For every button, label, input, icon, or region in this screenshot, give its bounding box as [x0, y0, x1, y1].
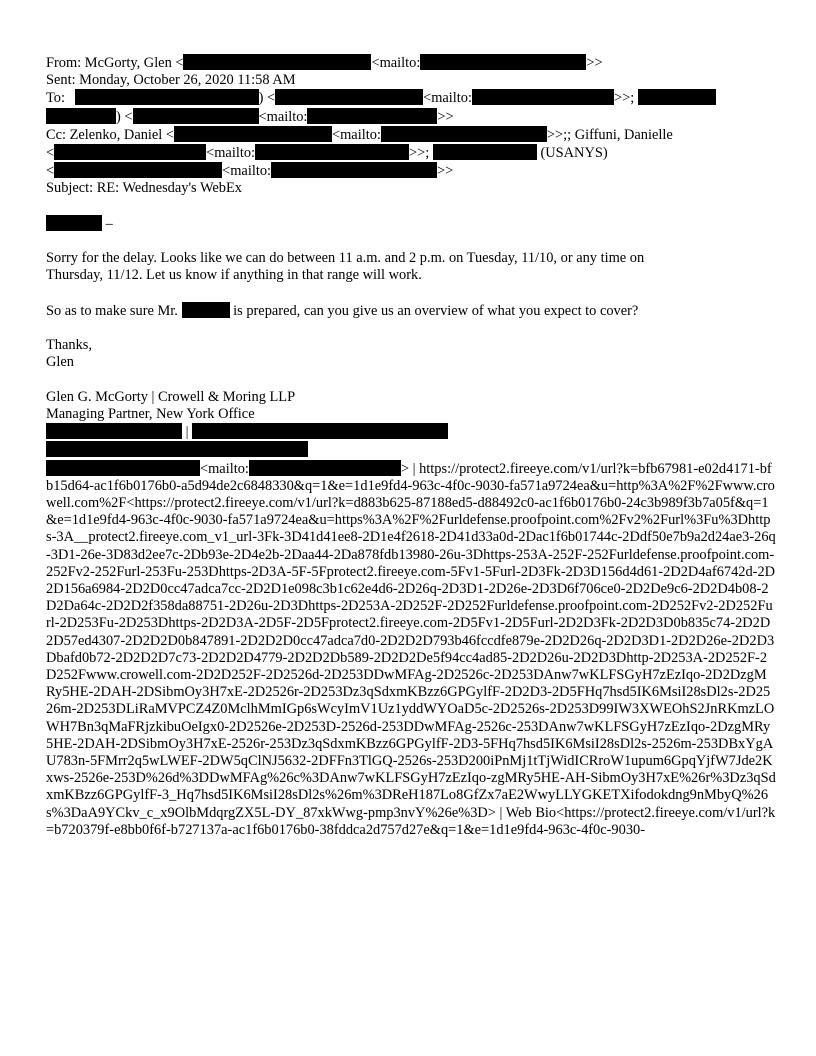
- cc-label: Cc: Zelenko, Daniel <: [46, 126, 174, 143]
- paragraph-1: Sorry for the delay. Looks like we can do between 11 a.m. and 2 p.m. on Tuesday, 11/10, or any time on: [46, 250, 645, 267]
- redaction: [46, 423, 182, 439]
- mailto-label: <mailto:: [206, 145, 256, 162]
- mailto-label: <mailto:: [371, 55, 421, 71]
- redaction: [46, 460, 200, 476]
- redaction: [46, 441, 308, 457]
- mailto-close: >>: [437, 163, 454, 180]
- close-semicolon: >>;: [546, 126, 568, 143]
- from-label: From: McGorty, Glen <: [46, 55, 184, 71]
- signature-line-4: [46, 441, 776, 459]
- paragraph-1b: Thursday, 11/12. Let us know if anything in that range will work.: [46, 267, 422, 284]
- url-link-block[interactable]: https://protect2.fireeye.com/v1/url?k=bfb67981-e02d4171-bfb15d64-ac1f6b0176b0-a5d94de2c6848330&q=1&e=1d1e9fd4-963c-4f0c-9030-fa571a9724ea&u=http%3A%2F%2Fwww.crowell.com%2F<https://protect2.fireeye.com/v1/url?k=d883b625-87188ed5-d88492c0-ac1f6b0176b0-24c3b989f3b7a05f&q=1&e=1d1e9fd4-963c-4f0c-9030-fa571a9724ea&u=https%3A%2F%2Furldefense.proofpoint.com%2Fv2%2Furl%3Fu%3Dhttps-3A__protect2.fireeye.com_v1_url-3Fk-3D41d41ee8-2D1e4f2618-2D41d33a0d-2Dac1f6b01744c-2Ddf50e7b9a2d24ae3-26q-3D1-26e-3D83d2ee7c-2Db93e-2D4e2b-2Daa44-2Da878fdb13980-26u-3Dhttps-253A-252F-252Furldefense.proofpoint.com-252Fv2-252Furl-253Fu-253Dhttps-2D3A-5F-5Fprotect2.fireeye.com-5Fv1-5Furl-2D3Fk-2D3D156d4d61-2D2D4af6742d-2D2D156a6984-2D2D0cc47adca7cc-2D2D1e098c3b1c62e4d6-2D26q-2D3D1-2D26e-2D3D6f706ce0-2D2De9c6-2D2D4b08-2D2Da64c-2D2D2f358da88751-2D26u-2D3Dhttps-2D253A-2D252F-2D252Furldefense.proofpoint.com-2D252Fv2-2D252Furl-2D253Fu-2D253Dhttps-2D2D3A-2D5F-2D5Fprotect2.fireeye.com-2D5Fv1-2D5Furl-2D2D3Fk-2D2D3D0b835c74-2D2D2D57ed4307-2D2D2D0b847891-2D2D2D0cc47adca7d0-2D2D2D793b46fccdfe879e-2D2D26q-2D2D3D1-2D2D26e-2D2D3Dbafd0b72-2D2D2D7c73-2D2D2D4779-2D2D2Db589-2D2D2De5f94cc4ad85-2D2D26u-2D2D3Dhttp-2D253A-2D252F-2D252Fwww.crowell.com-2D2D252F-2D2526d-2D253DDwMFAg-2D2526c-2D253DAnw7wKLFSGyH7zEzIqo-2D2DzgMRy5HE-2DAH-2DSibmOy3H7xE-2D2526r-2D253Dz3qSdxmKBzz6GPGylfF-2D2D3-2D5FHq7hsd5IK6MsiI28sDl2s-2D2526m-2D253DLiRaMVPCZ4Z0MclhMmIGp6sWcyImV1Uz1yddWYOaD5c-2D2526s-2D253D99IW3XWEOhS2JnRKmzLOWH7Bn3qMaFRjzkibuOeIgx0-2D2526e-2D253D-2526d-253DDwMFAg-2526c-253DAnw7wKLFSGyH7zEzIqo-2DzgMRy5HE-2DAH-2DSibmOy3H7xE-2526r-253Dz3qSdxmKBzz6GPGylfF-2D3-5FHq7hsd5IK6MsiI28sDl2s-2526m-253DBxYgAU783n-5FMrr2q5wLWEF-2DW5qClNJ5632-2DFFn3TlGQ-2526s-253D200iPnMj1tTjWidICRroW1upum6GpqYjfW7Jde2Kxws-2526e-253D%26d%3DDwMFAg%26c%3DAnw7wKLFSGyH7zEzIqo-zgMRy5HE-AH-SibmOy3H7xE%26r%3Dz3qSdxmKBzz6GPGylfF-3_Hq7hsd5IK6MsiI28sDl2s%26m%3DReH187Lo8GfZx7aE2WwyLLYGKETXifodokdng9nMbyQ%26s%3DaA9YCkv_c_x9OlbMdqrgZX5L-DY_87xkWwg-pmp3nvY%26e%3D> | Web Bio<https://protect2.fireeye.com/v1/url?k=b720379f-e8bb0f6f-b727137a-ac1f6b0176b0-38fddca2d757d27e&q=1&e=1d1e9fd4-963c-4f0c-9030-: [46, 460, 776, 838]
- redaction: [381, 126, 547, 142]
- redaction: [249, 460, 401, 476]
- redaction: [472, 89, 614, 105]
- close-semicolon: >>;: [409, 145, 430, 162]
- lt: <: [46, 163, 55, 180]
- redaction: [46, 108, 116, 124]
- redaction: [275, 89, 423, 105]
- signature-line-1: Glen G. McGorty | Crowell & Moring LLP: [46, 388, 296, 405]
- mailto-close: >>: [437, 108, 454, 125]
- redaction: [133, 108, 259, 124]
- redaction: [54, 144, 206, 160]
- redaction: [420, 54, 586, 70]
- mailto-close: >>: [586, 55, 603, 71]
- redaction: [174, 126, 332, 142]
- mailto-label: <mailto:: [258, 108, 308, 125]
- redaction: [255, 144, 409, 160]
- signature-links: [46, 460, 776, 839]
- signature-line-3: [46, 423, 776, 441]
- usanys: (USANYS): [540, 145, 608, 162]
- subject-line: Subject: RE: Wednesday's WebEx: [46, 180, 242, 197]
- signature-line-2: Managing Partner, New York Office: [46, 405, 255, 422]
- redaction: [54, 162, 222, 178]
- redaction: [271, 162, 437, 178]
- mailto-label: <mailto:: [222, 163, 272, 180]
- paragraph-2: [46, 302, 776, 320]
- cc-giffuni: ; Giffuni, Danielle: [567, 126, 673, 143]
- mailto-label: <mailto:: [200, 460, 249, 477]
- from-line: [46, 54, 776, 72]
- salutation: [46, 215, 776, 233]
- cc-line-3: [46, 162, 776, 180]
- to-line: [46, 89, 776, 107]
- close-semicolon: >>;: [614, 90, 635, 107]
- sig-pipe: |: [185, 424, 189, 441]
- mailto-close-pipe: > |: [400, 460, 420, 477]
- redaction: [75, 89, 259, 105]
- cc-line-2: [46, 144, 776, 162]
- paren-lt: ) <: [116, 108, 133, 125]
- redaction: [638, 89, 716, 105]
- redaction: [183, 54, 371, 70]
- email-document: [46, 54, 776, 839]
- redaction: [307, 108, 437, 124]
- to-label: To:: [46, 90, 65, 107]
- redaction: [433, 144, 537, 160]
- p2-start: So as to make sure Mr.: [46, 302, 178, 319]
- mailto-label: <mailto:: [332, 126, 381, 143]
- thanks: Thanks,: [46, 337, 92, 354]
- redaction: [182, 302, 230, 318]
- salutation-dash: –: [105, 215, 113, 232]
- redaction: [192, 423, 448, 439]
- paren-lt: ) <: [258, 90, 276, 107]
- to-line-2: [46, 108, 776, 126]
- mailto-label: <mailto:: [423, 90, 472, 107]
- cc-line: [46, 126, 776, 144]
- lt: <: [46, 145, 55, 162]
- redaction: [46, 215, 102, 231]
- sender-name: Glen: [46, 354, 74, 371]
- p2-end: is prepared, can you give us an overview of what you expect to cover?: [233, 302, 639, 319]
- sent-line: Sent: Monday, October 26, 2020 11:58 AM: [46, 72, 296, 89]
